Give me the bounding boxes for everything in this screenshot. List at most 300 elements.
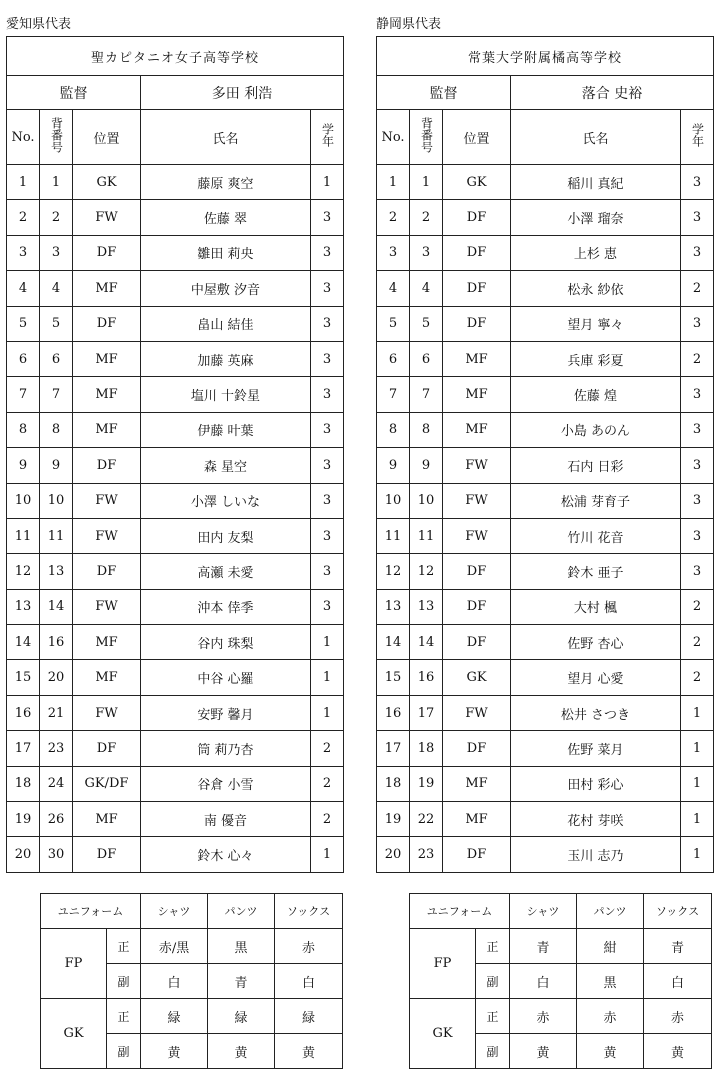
player-position: FW <box>443 448 511 483</box>
player-position: FW <box>443 518 511 553</box>
player-no: 11 <box>7 518 40 553</box>
uniform-socks: 青 <box>644 929 712 964</box>
player-number: 7 <box>410 377 443 412</box>
player-no: 9 <box>377 448 410 483</box>
player-row <box>377 695 714 730</box>
player-no: 10 <box>7 483 40 518</box>
player-no: 4 <box>7 271 40 306</box>
player-number: 1 <box>410 165 443 200</box>
player-no: 5 <box>377 306 410 341</box>
player-row <box>7 660 344 695</box>
player-position: MF <box>73 341 141 376</box>
player-name: 鈴木 亜子 <box>511 554 681 589</box>
player-name: 佐藤 煌 <box>511 377 681 412</box>
player-position: MF <box>73 660 141 695</box>
uniform-shirt: 赤/黒 <box>141 929 208 964</box>
player-position: DF <box>443 625 511 660</box>
header-number: 背番号 <box>49 117 64 153</box>
player-number: 8 <box>410 412 443 447</box>
player-grade: 1 <box>681 837 714 872</box>
player-number: 11 <box>410 518 443 553</box>
player-position: DF <box>443 235 511 270</box>
player-grade: 1 <box>681 731 714 766</box>
player-number: 1 <box>40 165 73 200</box>
player-name: 沖本 倖季 <box>141 589 311 624</box>
uniform-label: ユニフォーム <box>410 894 510 929</box>
player-no: 8 <box>7 412 40 447</box>
player-number: 14 <box>40 589 73 624</box>
player-no: 2 <box>377 200 410 235</box>
player-number: 16 <box>410 660 443 695</box>
player-position: DF <box>73 235 141 270</box>
player-grade: 3 <box>311 235 344 270</box>
uniform-shirt-header: シャツ <box>510 894 577 929</box>
player-no: 14 <box>377 625 410 660</box>
player-name: 藤原 爽空 <box>141 165 311 200</box>
player-position: GK <box>73 165 141 200</box>
uniform-shirt: 黄 <box>510 1034 577 1069</box>
player-no: 1 <box>7 165 40 200</box>
uniform-header-row <box>410 894 712 929</box>
region-label: 愛知県代表 <box>6 17 72 32</box>
uniform-shirt: 緑 <box>141 999 208 1034</box>
player-position: FW <box>73 200 141 235</box>
player-no: 13 <box>7 589 40 624</box>
player-grade: 3 <box>681 518 714 553</box>
player-number: 2 <box>40 200 73 235</box>
roster-table <box>6 36 344 873</box>
team-aichi <box>6 14 343 873</box>
player-number: 24 <box>40 766 73 801</box>
player-row <box>7 554 344 589</box>
uniform-pants: 黒 <box>577 964 644 999</box>
player-grade: 1 <box>311 660 344 695</box>
player-no: 15 <box>7 660 40 695</box>
player-name: 畠山 結佳 <box>141 306 311 341</box>
player-name: 筒 莉乃杏 <box>141 731 311 766</box>
player-no: 1 <box>377 165 410 200</box>
player-grade: 3 <box>681 165 714 200</box>
player-position: GK <box>443 660 511 695</box>
player-row <box>7 695 344 730</box>
uniform-socks: 白 <box>275 964 343 999</box>
uniform-pants: 黒 <box>208 929 275 964</box>
player-position: DF <box>73 448 141 483</box>
player-no: 8 <box>377 412 410 447</box>
player-row <box>7 483 344 518</box>
header-no: No. <box>377 110 410 165</box>
player-row <box>377 377 714 412</box>
player-no: 14 <box>7 625 40 660</box>
player-grade: 2 <box>681 271 714 306</box>
player-no: 7 <box>7 377 40 412</box>
player-number: 7 <box>40 377 73 412</box>
uniform-group: GK <box>410 999 476 1069</box>
player-row <box>377 271 714 306</box>
player-grade: 3 <box>681 483 714 518</box>
player-no: 3 <box>377 235 410 270</box>
player-name: 上杉 恵 <box>511 235 681 270</box>
player-row <box>377 554 714 589</box>
uniform-socks: 黄 <box>275 1034 343 1069</box>
player-number: 5 <box>410 306 443 341</box>
player-position: DF <box>443 589 511 624</box>
player-grade: 3 <box>681 200 714 235</box>
player-no: 16 <box>377 695 410 730</box>
player-number: 4 <box>410 271 443 306</box>
uniform-socks: 白 <box>644 964 712 999</box>
coach-label: 監督 <box>7 76 141 110</box>
player-row <box>7 802 344 837</box>
player-position: DF <box>73 554 141 589</box>
player-number: 22 <box>410 802 443 837</box>
player-name: 望月 寧々 <box>511 306 681 341</box>
player-grade: 2 <box>681 341 714 376</box>
player-row <box>7 235 344 270</box>
player-number: 10 <box>410 483 443 518</box>
player-name: 田村 彩心 <box>511 766 681 801</box>
player-name: 竹川 花音 <box>511 518 681 553</box>
uniform-label: ユニフォーム <box>41 894 141 929</box>
player-number: 13 <box>40 554 73 589</box>
player-position: DF <box>443 837 511 872</box>
player-no: 11 <box>377 518 410 553</box>
player-name: 石内 日彩 <box>511 448 681 483</box>
player-name: 安野 馨月 <box>141 695 311 730</box>
player-name: 佐藤 翠 <box>141 200 311 235</box>
player-number: 12 <box>410 554 443 589</box>
player-number: 11 <box>40 518 73 553</box>
player-position: FW <box>73 589 141 624</box>
player-row <box>7 341 344 376</box>
player-grade: 3 <box>681 412 714 447</box>
player-name: 佐野 菜月 <box>511 731 681 766</box>
player-grade: 3 <box>681 554 714 589</box>
uniform-kind: 副 <box>476 964 510 999</box>
player-no: 12 <box>7 554 40 589</box>
player-position: FW <box>443 483 511 518</box>
player-number: 14 <box>410 625 443 660</box>
player-name: 松永 紗依 <box>511 271 681 306</box>
player-number: 30 <box>40 837 73 872</box>
player-name: 鈴木 心々 <box>141 837 311 872</box>
player-number: 3 <box>410 235 443 270</box>
player-no: 6 <box>377 341 410 376</box>
player-number: 17 <box>410 695 443 730</box>
player-grade: 1 <box>311 695 344 730</box>
player-no: 3 <box>7 235 40 270</box>
player-number: 23 <box>410 837 443 872</box>
player-name: 谷内 珠梨 <box>141 625 311 660</box>
uniform-pants-header: パンツ <box>208 894 275 929</box>
player-position: DF <box>443 271 511 306</box>
player-name: 塩川 十鈴星 <box>141 377 311 412</box>
player-no: 17 <box>377 731 410 766</box>
player-no: 13 <box>377 589 410 624</box>
header-name: 氏名 <box>511 110 681 165</box>
player-no: 20 <box>7 837 40 872</box>
player-position: MF <box>73 377 141 412</box>
school-name: 聖カピタニオ女子高等学校 <box>7 37 344 76</box>
player-position: MF <box>443 341 511 376</box>
player-name: 佐野 杏心 <box>511 625 681 660</box>
player-name: 加藤 英麻 <box>141 341 311 376</box>
player-no: 7 <box>377 377 410 412</box>
player-row <box>7 448 344 483</box>
player-number: 4 <box>40 271 73 306</box>
player-name: 南 優音 <box>141 802 311 837</box>
player-row <box>7 766 344 801</box>
player-row <box>377 235 714 270</box>
player-row <box>7 200 344 235</box>
player-position: MF <box>73 412 141 447</box>
uniform-rows <box>410 894 712 1069</box>
player-no: 2 <box>7 200 40 235</box>
player-row <box>377 802 714 837</box>
header-position: 位置 <box>443 110 511 165</box>
player-row <box>7 377 344 412</box>
player-no: 15 <box>377 660 410 695</box>
player-no: 4 <box>377 271 410 306</box>
player-grade: 3 <box>311 483 344 518</box>
player-row <box>377 200 714 235</box>
player-grade: 3 <box>311 589 344 624</box>
player-name: 高瀬 未愛 <box>141 554 311 589</box>
player-row <box>377 625 714 660</box>
player-row <box>7 412 344 447</box>
player-row <box>7 731 344 766</box>
player-number: 8 <box>40 412 73 447</box>
roster-table <box>376 36 714 873</box>
player-position: MF <box>443 412 511 447</box>
player-position: MF <box>443 766 511 801</box>
player-no: 5 <box>7 306 40 341</box>
uniform-shirt: 黄 <box>141 1034 208 1069</box>
uniform-kind: 正 <box>107 999 141 1034</box>
player-grade: 2 <box>311 731 344 766</box>
player-number: 6 <box>40 341 73 376</box>
player-name: 谷倉 小雪 <box>141 766 311 801</box>
uniform-pants: 紺 <box>577 929 644 964</box>
player-grade: 3 <box>681 306 714 341</box>
player-name: 小島 あのん <box>511 412 681 447</box>
player-position: FW <box>443 695 511 730</box>
player-row <box>7 518 344 553</box>
player-grade: 3 <box>311 200 344 235</box>
player-name: 稲川 真紀 <box>511 165 681 200</box>
player-row <box>7 165 344 200</box>
player-grade: 3 <box>311 271 344 306</box>
player-no: 9 <box>7 448 40 483</box>
uniform-pants: 黄 <box>208 1034 275 1069</box>
player-grade: 3 <box>681 448 714 483</box>
uniform-row <box>41 929 343 964</box>
player-name: 森 星空 <box>141 448 311 483</box>
header-grade: 学年 <box>690 123 705 147</box>
player-number: 13 <box>410 589 443 624</box>
player-grade: 1 <box>681 802 714 837</box>
player-number: 10 <box>40 483 73 518</box>
player-row <box>377 518 714 553</box>
player-grade: 3 <box>311 341 344 376</box>
player-rows <box>7 165 344 873</box>
coach-label: 監督 <box>377 76 511 110</box>
player-number: 26 <box>40 802 73 837</box>
player-position: FW <box>73 518 141 553</box>
player-number: 23 <box>40 731 73 766</box>
uniform-table <box>40 893 343 1069</box>
uniform-kind: 正 <box>476 929 510 964</box>
player-row <box>377 660 714 695</box>
player-grade: 2 <box>311 766 344 801</box>
player-position: DF <box>443 554 511 589</box>
player-no: 18 <box>7 766 40 801</box>
player-grade: 1 <box>311 165 344 200</box>
uniform-shirt: 白 <box>510 964 577 999</box>
player-name: 大村 楓 <box>511 589 681 624</box>
player-row <box>377 837 714 872</box>
player-rows <box>377 165 714 873</box>
uniform-pants: 黄 <box>577 1034 644 1069</box>
player-row <box>377 589 714 624</box>
player-no: 12 <box>377 554 410 589</box>
player-position: DF <box>443 731 511 766</box>
header-position: 位置 <box>73 110 141 165</box>
player-no: 17 <box>7 731 40 766</box>
player-position: MF <box>73 625 141 660</box>
team-shizuoka <box>376 14 713 873</box>
player-no: 16 <box>7 695 40 730</box>
player-row <box>377 412 714 447</box>
player-grade: 1 <box>681 695 714 730</box>
uniform-shirt-header: シャツ <box>141 894 208 929</box>
player-row <box>7 837 344 872</box>
header-no: No. <box>7 110 40 165</box>
player-grade: 1 <box>311 837 344 872</box>
uniform-kind: 副 <box>107 964 141 999</box>
player-position: DF <box>73 837 141 872</box>
player-number: 2 <box>410 200 443 235</box>
player-grade: 3 <box>311 448 344 483</box>
player-grade: 3 <box>311 306 344 341</box>
player-position: MF <box>443 377 511 412</box>
player-name: 望月 心愛 <box>511 660 681 695</box>
uniform-row <box>410 929 712 964</box>
player-number: 16 <box>40 625 73 660</box>
uniform-pants-header: パンツ <box>577 894 644 929</box>
player-position: MF <box>73 802 141 837</box>
player-position: MF <box>73 271 141 306</box>
uniform-group: FP <box>410 929 476 999</box>
player-grade: 3 <box>681 377 714 412</box>
uniform-socks: 緑 <box>275 999 343 1034</box>
player-row <box>377 483 714 518</box>
uniform-pants: 緑 <box>208 999 275 1034</box>
player-grade: 2 <box>681 660 714 695</box>
player-grade: 3 <box>311 518 344 553</box>
school-name: 常葉大学附属橘高等学校 <box>377 37 714 76</box>
player-name: 松浦 芽育子 <box>511 483 681 518</box>
uniform-table <box>409 893 712 1069</box>
uniform-row <box>41 999 343 1034</box>
player-number: 18 <box>410 731 443 766</box>
player-name: 花村 芽咲 <box>511 802 681 837</box>
player-number: 9 <box>410 448 443 483</box>
player-grade: 3 <box>681 235 714 270</box>
player-row <box>7 271 344 306</box>
player-no: 20 <box>377 837 410 872</box>
uniform-header-row <box>41 894 343 929</box>
uniform-socks-header: ソックス <box>644 894 712 929</box>
player-position: DF <box>443 306 511 341</box>
player-number: 21 <box>40 695 73 730</box>
coach-name: 落合 史裕 <box>511 76 714 110</box>
player-grade: 2 <box>681 589 714 624</box>
uniform-kind: 副 <box>107 1034 141 1069</box>
uniform-socks: 赤 <box>644 999 712 1034</box>
uniform-kind: 正 <box>476 999 510 1034</box>
player-number: 5 <box>40 306 73 341</box>
player-grade: 1 <box>311 625 344 660</box>
uniform-socks-header: ソックス <box>275 894 343 929</box>
uniform-row <box>410 999 712 1034</box>
player-name: 雛田 莉央 <box>141 235 311 270</box>
uniform-socks: 黄 <box>644 1034 712 1069</box>
player-row <box>377 766 714 801</box>
player-grade: 3 <box>311 377 344 412</box>
player-name: 中谷 心羅 <box>141 660 311 695</box>
player-name: 小澤 しいな <box>141 483 311 518</box>
header-name: 氏名 <box>141 110 311 165</box>
player-position: DF <box>73 306 141 341</box>
uniform-pants: 赤 <box>577 999 644 1034</box>
player-number: 9 <box>40 448 73 483</box>
uniform-shirt: 青 <box>510 929 577 964</box>
uniform-shirt: 赤 <box>510 999 577 1034</box>
player-number: 6 <box>410 341 443 376</box>
player-grade: 2 <box>311 802 344 837</box>
uniform-pants: 青 <box>208 964 275 999</box>
uniform-group: FP <box>41 929 107 999</box>
uniform-shirt: 白 <box>141 964 208 999</box>
player-name: 玉川 志乃 <box>511 837 681 872</box>
player-row <box>377 165 714 200</box>
player-name: 伊藤 叶葉 <box>141 412 311 447</box>
player-position: FW <box>73 483 141 518</box>
player-row <box>7 589 344 624</box>
player-name: 小澤 瑠奈 <box>511 200 681 235</box>
player-row <box>377 731 714 766</box>
player-row <box>377 341 714 376</box>
player-position: GK/DF <box>73 766 141 801</box>
player-no: 19 <box>377 802 410 837</box>
player-grade: 2 <box>681 625 714 660</box>
player-row <box>377 448 714 483</box>
player-row <box>7 625 344 660</box>
player-number: 19 <box>410 766 443 801</box>
uniform-socks: 赤 <box>275 929 343 964</box>
header-number: 背番号 <box>419 117 434 153</box>
uniform-rows <box>41 894 343 1069</box>
player-grade: 3 <box>311 412 344 447</box>
player-no: 10 <box>377 483 410 518</box>
player-position: GK <box>443 165 511 200</box>
player-name: 兵庫 彩夏 <box>511 341 681 376</box>
player-position: DF <box>73 731 141 766</box>
uniform-kind: 副 <box>476 1034 510 1069</box>
player-no: 6 <box>7 341 40 376</box>
player-position: FW <box>73 695 141 730</box>
